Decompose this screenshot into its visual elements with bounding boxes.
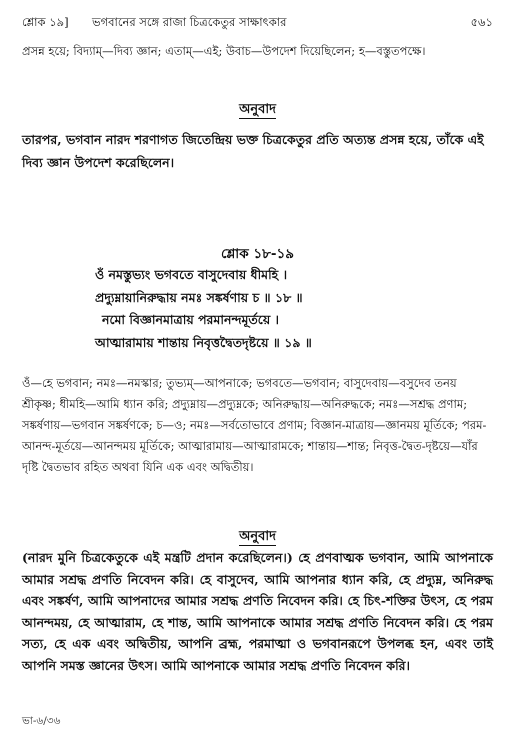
verse-line: নমো বিজ্ঞানমাত্রায় পরমানন্দমূর্তয়ে । (102, 312, 280, 327)
verse-title: শ্লোক ১৮-১৯ (221, 246, 294, 262)
verse-line: আত্মারামায় শান্তায় নিবৃত্তদ্বৈতদৃষ্টয়ে ॥ ১৯ ॥ (95, 334, 312, 350)
verse-line: ওঁ নমস্তুভ্যং ভগবতে বাসুদেবায় ধীমহি । (95, 267, 288, 282)
signature-mark: ভা-৬/৩৬ (22, 715, 61, 727)
header-verse-ref: শ্লোক ১৯] (22, 15, 69, 29)
running-header (22, 14, 493, 32)
sanskrit-verse (95, 264, 312, 354)
translation-heading: অনুবাদ (239, 102, 276, 117)
word-meanings: ওঁ—হে ভগবান; নমঃ—নমস্কার; তুভ্যম্—আপনাকে; ভগবতে—ভগবান; বাসুদেবায়—বসুদেব তনয় শ্রীকৃষ্ণ; ধীমহি—আমি ধ্যান করি; প্রদ্যুম্নায়—প্রদ্যুম্নকে; অনিরুদ্ধায়—অনিরুদ্ধকে; নমঃ—সশ্রদ্ধ প্রণাম; সঙ্কর্ষণায়—ভগবান সঙ্কর্ষণকে; চ—ও; নমঃ—সর্বতোভাবে প্রণাম; বিজ্ঞান-মাত্রায়—জ্ঞানময় মূর্তিকে; পরম-আনন্দ-মূর্তয়ে—আনন্দময় মূর্তিকে; আত্মারামায়—আত্মারামকে; শান্তায়—শান্ত; নিবৃত্ত-দ্বৈত-দৃষ্টয়ে—যাঁর দৃষ্টি দ্বৈতভাব রহিত অথবা যিনি এক এবং অদ্বিতীয়। (22, 376, 487, 474)
translation-heading: অনুবাদ (239, 529, 276, 544)
page-number: ৫৬১ (470, 15, 493, 29)
word-meanings-continued: প্রসন্ন হয়ে; বিদ্যাম্—দিব্য জ্ঞান; এতাম্—এই; উবাচ—উপদেশ দিয়েছিলেন; হ—বস্তুতপক্ষে। (22, 44, 426, 58)
translation-paragraph: (নারদ মুনি চিত্রকেতুকে এই মন্ত্রটি প্রদান করেছিলেন।) হে প্রণবাত্মক ভগবান, আমি আপনাকে আমার সশ্রদ্ধ প্রণতি নিবেদন করি। হে বাসুদেব, আমি আপনার ধ্যান করি, হে প্রদ্যুম্ন, অনিরুদ্ধ এবং সঙ্কর্ষণ, আমি আপনাদের আমার সশ্রদ্ধ প্রণতি নিবেদন করি। হে চিৎ-শক্তির উৎস, হে পরম আনন্দময়, হে আত্মারাম, হে শান্ত, আমি আপনাকে আমার সশ্রদ্ধ প্রণতি নিবেদন করি। হে পরম সত্য, হে এক এবং অদ্বিতীয়, আপনি ব্রহ্ম, পরমাত্মা ও ভগবানরূপে উপলব্ধ হন, এবং তাই আপনি সমস্ত জ্ঞানের উৎস। আমি আপনাকে আমার সশ্রদ্ধ প্রণতি নিবেদন করি। (22, 550, 493, 673)
verse-line: প্রদ্যুম্নায়ানিরুদ্ধায় নমঃ সঙ্কর্ষণায় চ ॥ ১৮ ॥ (95, 289, 303, 305)
header-chapter-title: ভগবানের সঙ্গে রাজা চিত্রকেতুর সাক্ষাৎকার (92, 15, 287, 29)
translation-paragraph: তারপর, ভগবান নারদ শরণাগত জিতেন্দ্রিয় ভক্ত চিত্রকেতুর প্রতি অত্যন্ত প্রসন্ন হয়ে, তাঁকে এই দিব্য জ্ঞান উপদেশ করেছিলেন। (22, 132, 484, 170)
